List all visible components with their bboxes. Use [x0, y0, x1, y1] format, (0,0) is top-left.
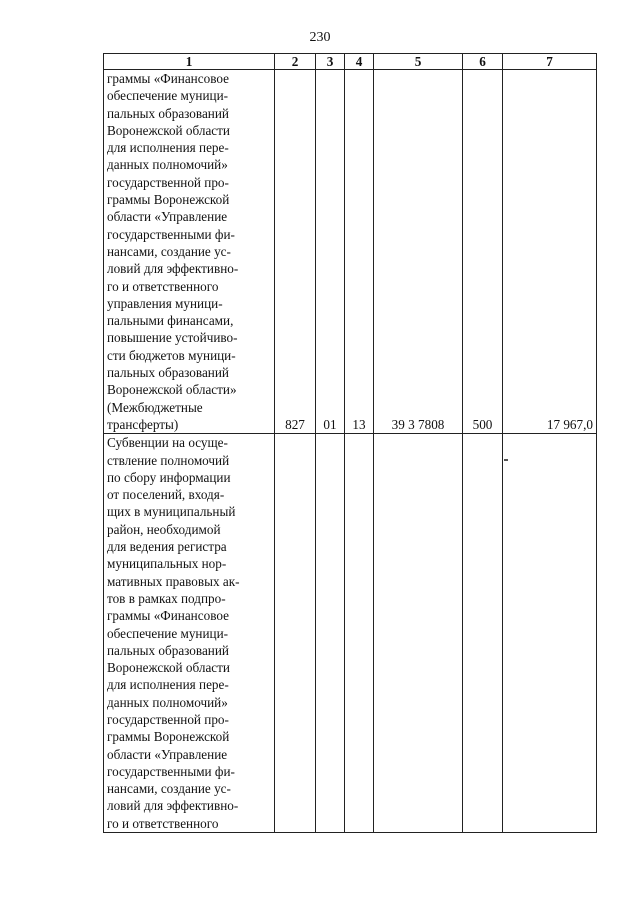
desc-line: го и ответственного [107, 815, 219, 831]
desc-line: граммы «Финансовое [107, 608, 229, 624]
desc-line: управления муници- [107, 295, 223, 311]
header-col-4: 4 [345, 54, 374, 70]
cell-ministry-code [275, 434, 316, 833]
desc-line: государственной про- [107, 711, 229, 727]
desc-line: государственными фи- [107, 763, 235, 779]
desc-line: (Межбюджетные [107, 399, 203, 415]
table-row [104, 70, 597, 434]
desc-line: Воронежской области [107, 122, 230, 138]
desc-line: ловий для эффективно- [107, 798, 239, 814]
desc-line: обеспечение муници- [107, 625, 229, 641]
budget-table [103, 53, 597, 833]
desc-line: для исполнения пере- [107, 677, 229, 693]
desc-line: обеспечение муници- [107, 88, 229, 104]
cell-section [316, 434, 345, 833]
cell-expense-type: 500 [463, 70, 503, 434]
header-col-1: 1 [104, 54, 275, 70]
desc-line: ствление полномочий [107, 452, 230, 468]
desc-line: государственной про- [107, 174, 229, 190]
desc-line: сти бюджетов муници- [107, 347, 236, 363]
desc-line: государственными фи- [107, 226, 235, 242]
desc-line: пальных образований [107, 105, 229, 121]
desc-line: нансами, создание ус- [107, 781, 231, 797]
cell-section: 01 [316, 70, 345, 434]
row-description [104, 434, 275, 833]
desc-line: пальных образований [107, 365, 229, 381]
desc-line: район, необходимой [107, 521, 221, 537]
header-row [104, 54, 597, 70]
desc-line: щих в муниципальный [107, 504, 236, 520]
scan-mark [504, 459, 508, 461]
cell-amount [503, 434, 597, 833]
desc-line: мативных правовых ак- [107, 573, 240, 589]
cell-subsection: 13 [345, 70, 374, 434]
desc-line: пальными финансами, [107, 313, 234, 329]
desc-line: от поселений, входя- [107, 487, 225, 503]
desc-line: трансферты) [107, 416, 179, 432]
cell-subsection [345, 434, 374, 833]
desc-line: для исполнения пере- [107, 140, 229, 156]
desc-line: муниципальных нор- [107, 556, 227, 572]
row-description [104, 70, 275, 434]
desc-line: Воронежской области [107, 660, 230, 676]
cell-expense-type [463, 434, 503, 833]
desc-line: нансами, создание ус- [107, 243, 231, 259]
header-col-3: 3 [316, 54, 345, 70]
cell-ministry-code: 827 [275, 70, 316, 434]
desc-line: по сбору информации [107, 469, 231, 485]
desc-line: ловий для эффективно- [107, 261, 239, 277]
desc-line: данных полномочий» [107, 694, 228, 710]
header-col-7: 7 [503, 54, 597, 70]
header-col-2: 2 [275, 54, 316, 70]
desc-line: области «Управление [107, 209, 228, 225]
page-number: 230 [309, 30, 331, 45]
desc-line: области «Управление [107, 746, 228, 762]
desc-line: для ведения регистра [107, 539, 227, 555]
cell-target-article [374, 434, 463, 833]
cell-amount: 17 967,0 [503, 70, 597, 434]
desc-line: тов в рамках подпро- [107, 590, 226, 606]
header-col-5: 5 [374, 54, 463, 70]
table-row [104, 434, 597, 833]
desc-line: граммы «Финансовое [107, 71, 229, 86]
desc-line: данных полномочий» [107, 157, 228, 173]
desc-line: Воронежской области» [107, 382, 237, 398]
cell-target-article: 39 3 7808 [374, 70, 463, 434]
desc-line: Субвенции на осуще- [107, 435, 228, 451]
desc-line: граммы Воронежской [107, 729, 230, 745]
desc-line: го и ответственного [107, 278, 219, 294]
desc-line: пальных образований [107, 642, 229, 658]
desc-line: граммы Воронежской [107, 192, 230, 208]
desc-line: повышение устойчиво- [107, 330, 238, 346]
header-col-6: 6 [463, 54, 503, 70]
